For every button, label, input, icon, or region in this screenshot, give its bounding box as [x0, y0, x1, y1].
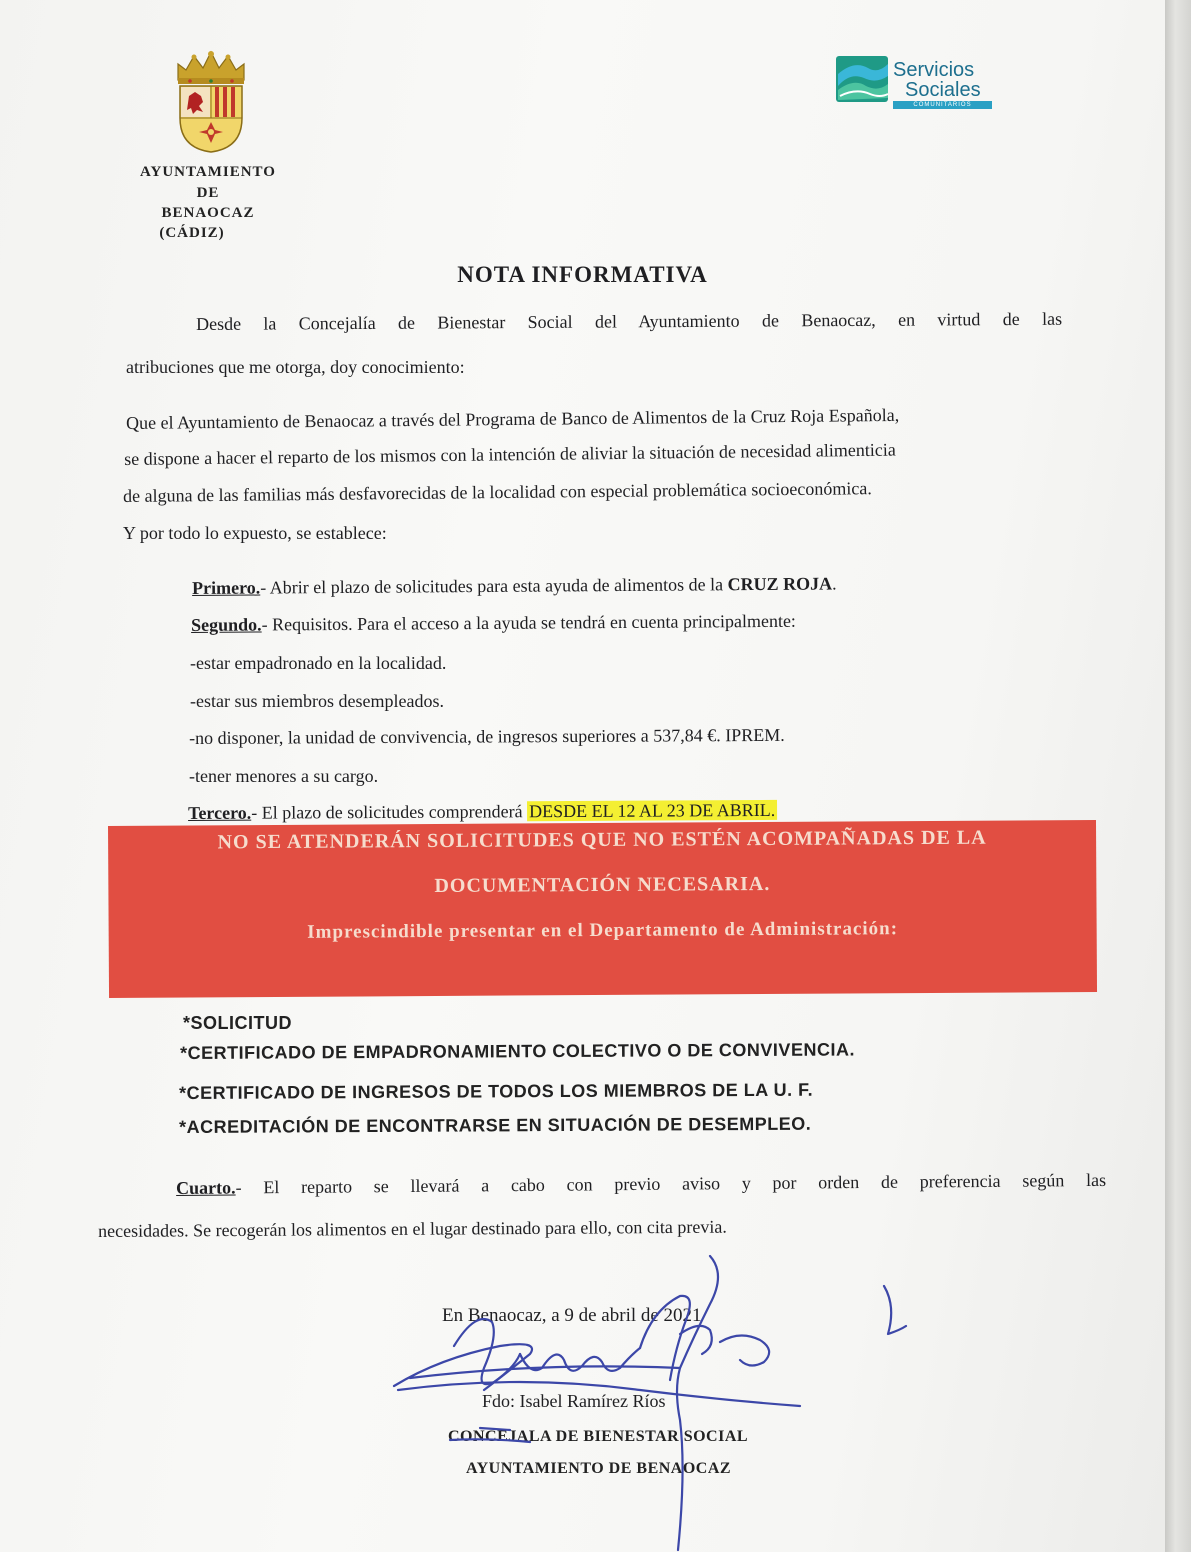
- place-date: En Benaocaz, a 9 de abril de 2021: [442, 1305, 702, 1326]
- clause-segundo: [191, 610, 796, 636]
- clause-label: Segundo.: [191, 614, 262, 635]
- clause-text: - Requisitos. Para el acceso a la ayuda se tendrá en cuenta principalmente:: [261, 610, 796, 635]
- logo-subtext: COMUNITARIOS: [893, 101, 992, 109]
- required-document: *ACREDITACIÓN DE ENCONTRARSE EN SITUACIÓN DE DESEMPLEO.: [179, 1113, 812, 1137]
- clause-label: Cuarto.: [176, 1177, 236, 1198]
- page-edge: [1165, 0, 1191, 1552]
- clause-text: - El reparto se llevará a cabo con previo aviso y por orden de preferencia según las: [235, 1169, 1107, 1198]
- signer-role: CONCEJALA DE BIENESTAR SOCIAL: [448, 1428, 749, 1445]
- municipality-name-line: BENAOCAZ: [161, 205, 255, 221]
- clause-end: .: [831, 573, 837, 594]
- banner-line: NO SE ATENDERÁN SOLICITUDES QUE NO ESTÉN ACOMPAÑADAS DE LA: [217, 826, 987, 854]
- body-line: Y por todo lo expuesto, se establece:: [123, 523, 387, 543]
- municipal-coat-of-arms-icon: [170, 50, 252, 154]
- requirement-item: -no disponer, la unidad de convivencia, de ingresos superiores a 537,84 €. IPREM.: [189, 724, 785, 748]
- required-document: *CERTIFICADO DE EMPADRONAMIENTO COLECTIVO O DE CONVIVENCIA.: [180, 1039, 855, 1063]
- clause-cuarto-continued: necesidades. Se recogerán los alimentos en el lugar destinado para ello, con cita previa.: [98, 1216, 727, 1241]
- required-document: *SOLICITUD: [183, 1013, 293, 1033]
- signer-organization: AYUNTAMIENTO DE BENAOCAZ: [466, 1460, 732, 1477]
- warning-banner: [108, 820, 1097, 998]
- servicios-sociales-logo-icon: [834, 54, 890, 104]
- requirement-item: -estar empadronado en la localidad.: [190, 653, 447, 673]
- required-document: *CERTIFICADO DE INGRESOS DE TODOS LOS MIEMBROS DE LA U. F.: [179, 1079, 814, 1103]
- clause-tercero: [188, 799, 777, 824]
- body-line: se dispone a hacer el reparto de los mismos con la intención de aliviar la situación de necesidad alimenticia: [124, 439, 896, 469]
- cruz-roja-text: CRUZ ROJA: [727, 573, 833, 595]
- clause-label: Tercero.: [188, 802, 252, 823]
- signed-by: Fdo: Isabel Ramírez Ríos: [482, 1391, 666, 1411]
- intro-line: Desde la Concejalía de Bienestar Social del Ayuntamiento de Benaocaz, en virtud de las: [196, 308, 1063, 334]
- clause-label: Primero.: [192, 577, 261, 598]
- handwritten-signature: [380, 1250, 940, 1552]
- banner-line: DOCUMENTACIÓN NECESARIA.: [434, 872, 771, 898]
- body-line: de alguna de las familias más desfavorecidas de la localidad con especial problemática socioeconómica.: [123, 478, 872, 506]
- municipality-name-line: AYUNTAMIENTO: [140, 164, 276, 180]
- logo-text-servicios: Servicios: [893, 59, 975, 81]
- logo-text-sociales: Sociales: [905, 79, 981, 101]
- clause-text: - El plazo de solicitudes comprenderá: [251, 801, 528, 823]
- clause-text: - Abrir el plazo de solicitudes para esta ayuda de alimentos de la: [260, 574, 728, 598]
- requirement-item: -estar sus miembros desempleados.: [190, 691, 444, 711]
- municipality-name-line: (CÁDIZ): [159, 225, 225, 241]
- clause-primero: [192, 573, 837, 599]
- highlighted-dates: DESDE EL 12 AL 23 DE ABRIL.: [529, 799, 776, 822]
- intro-line: atribuciones que me otorga, doy conocimiento:: [126, 357, 465, 377]
- requirement-item: -tener menores a su cargo.: [189, 766, 379, 786]
- document-title: NOTA INFORMATIVA: [457, 262, 708, 287]
- body-line: Que el Ayuntamiento de Benaocaz a través del Programa de Banco de Alimentos de la Cruz Roja Española,: [126, 404, 900, 433]
- municipality-name-line: DE: [196, 185, 220, 201]
- banner-line: Imprescindible presentar en el Departamento de Administración:: [307, 918, 899, 943]
